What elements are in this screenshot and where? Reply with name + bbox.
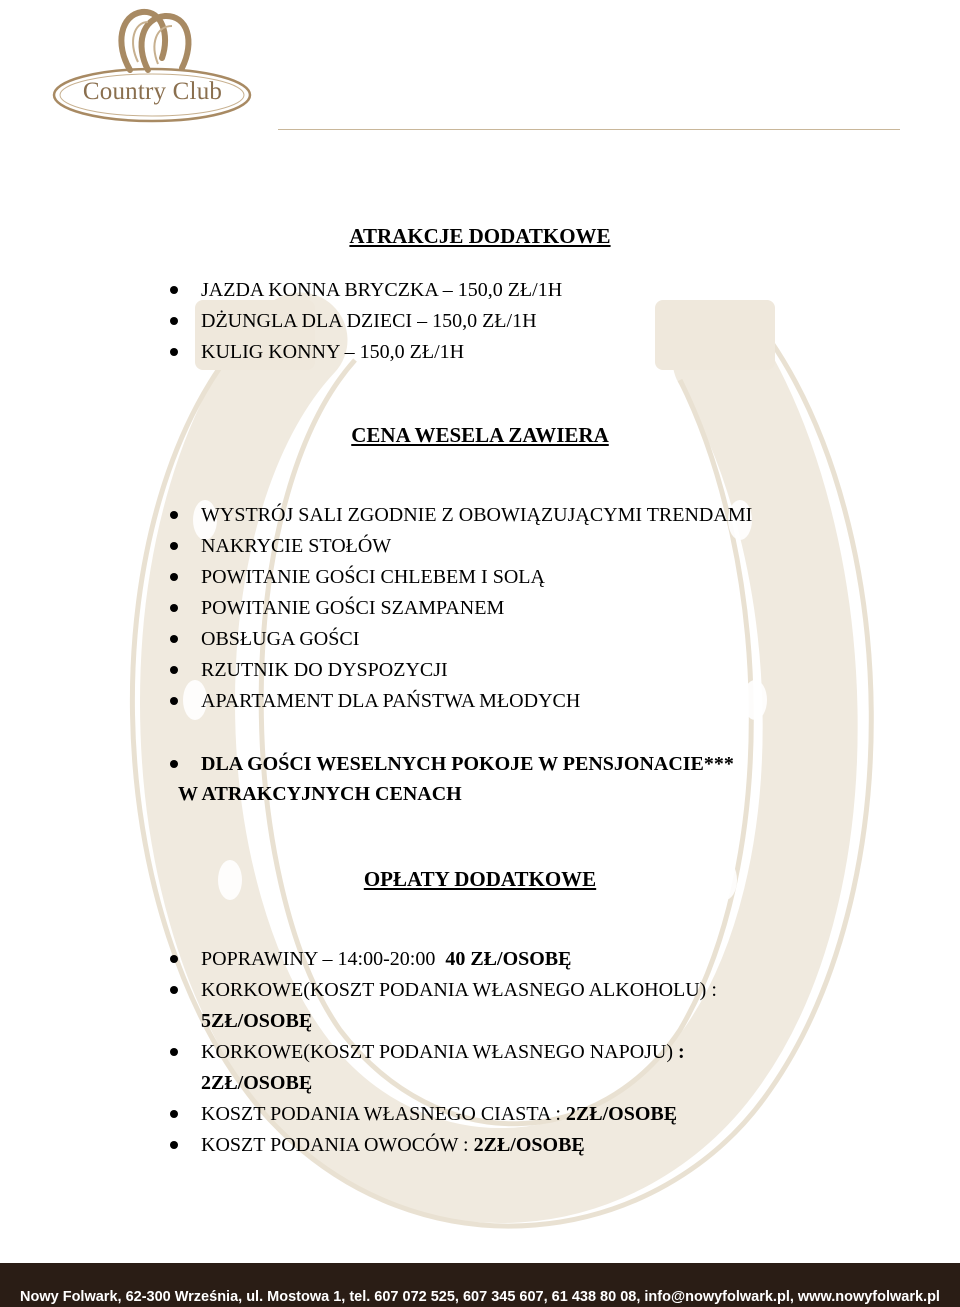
logo-horseshoe-icon	[50, 0, 255, 125]
footer-contact-text: Nowy Folwark, 62-300 Września, ul. Mostowa 1, tel. 607 072 525, 607 345 607, 61 438 80 08, info@nowyfolwark.pl, www.nowyfolwark.pl	[20, 1289, 940, 1305]
bullet-icon	[170, 635, 178, 643]
bullet-icon	[170, 1141, 178, 1149]
header-divider	[278, 129, 900, 130]
bullet-icon	[170, 666, 178, 674]
bullet-icon	[170, 986, 178, 994]
bullet-icon	[170, 1048, 178, 1056]
bullet-icon	[170, 760, 178, 768]
bullet-icon	[170, 542, 178, 550]
section-heading-atrakcje: ATRAKCJE DODATKOWE	[349, 224, 611, 248]
bullet-icon	[170, 1110, 178, 1118]
logo-text: Country Club	[82, 78, 223, 105]
bullet-icon	[170, 697, 178, 705]
bullet-icon	[170, 348, 178, 356]
bullet-icon	[170, 511, 178, 519]
country-club-logo	[50, 0, 255, 125]
bullet-icon	[170, 573, 178, 581]
bullet-icon	[170, 317, 178, 325]
footer-bar	[0, 1263, 960, 1307]
bullet-icon	[170, 604, 178, 612]
section-heading-oplaty: OPŁATY DODATKOWE	[363, 867, 597, 891]
pokoje-note-continuation: W ATRAKCYJNYCH CENACH	[178, 783, 462, 805]
bullet-icon	[170, 955, 178, 963]
korkowe-napoj-price: 2ZŁ/OSOBĘ	[201, 1072, 313, 1094]
section-heading-cena-wesela: CENA WESELA ZAWIERA	[351, 423, 609, 447]
bullet-icon	[170, 286, 178, 294]
korkowe-alkohol-price: 5ZŁ/OSOBĘ	[201, 1010, 313, 1032]
